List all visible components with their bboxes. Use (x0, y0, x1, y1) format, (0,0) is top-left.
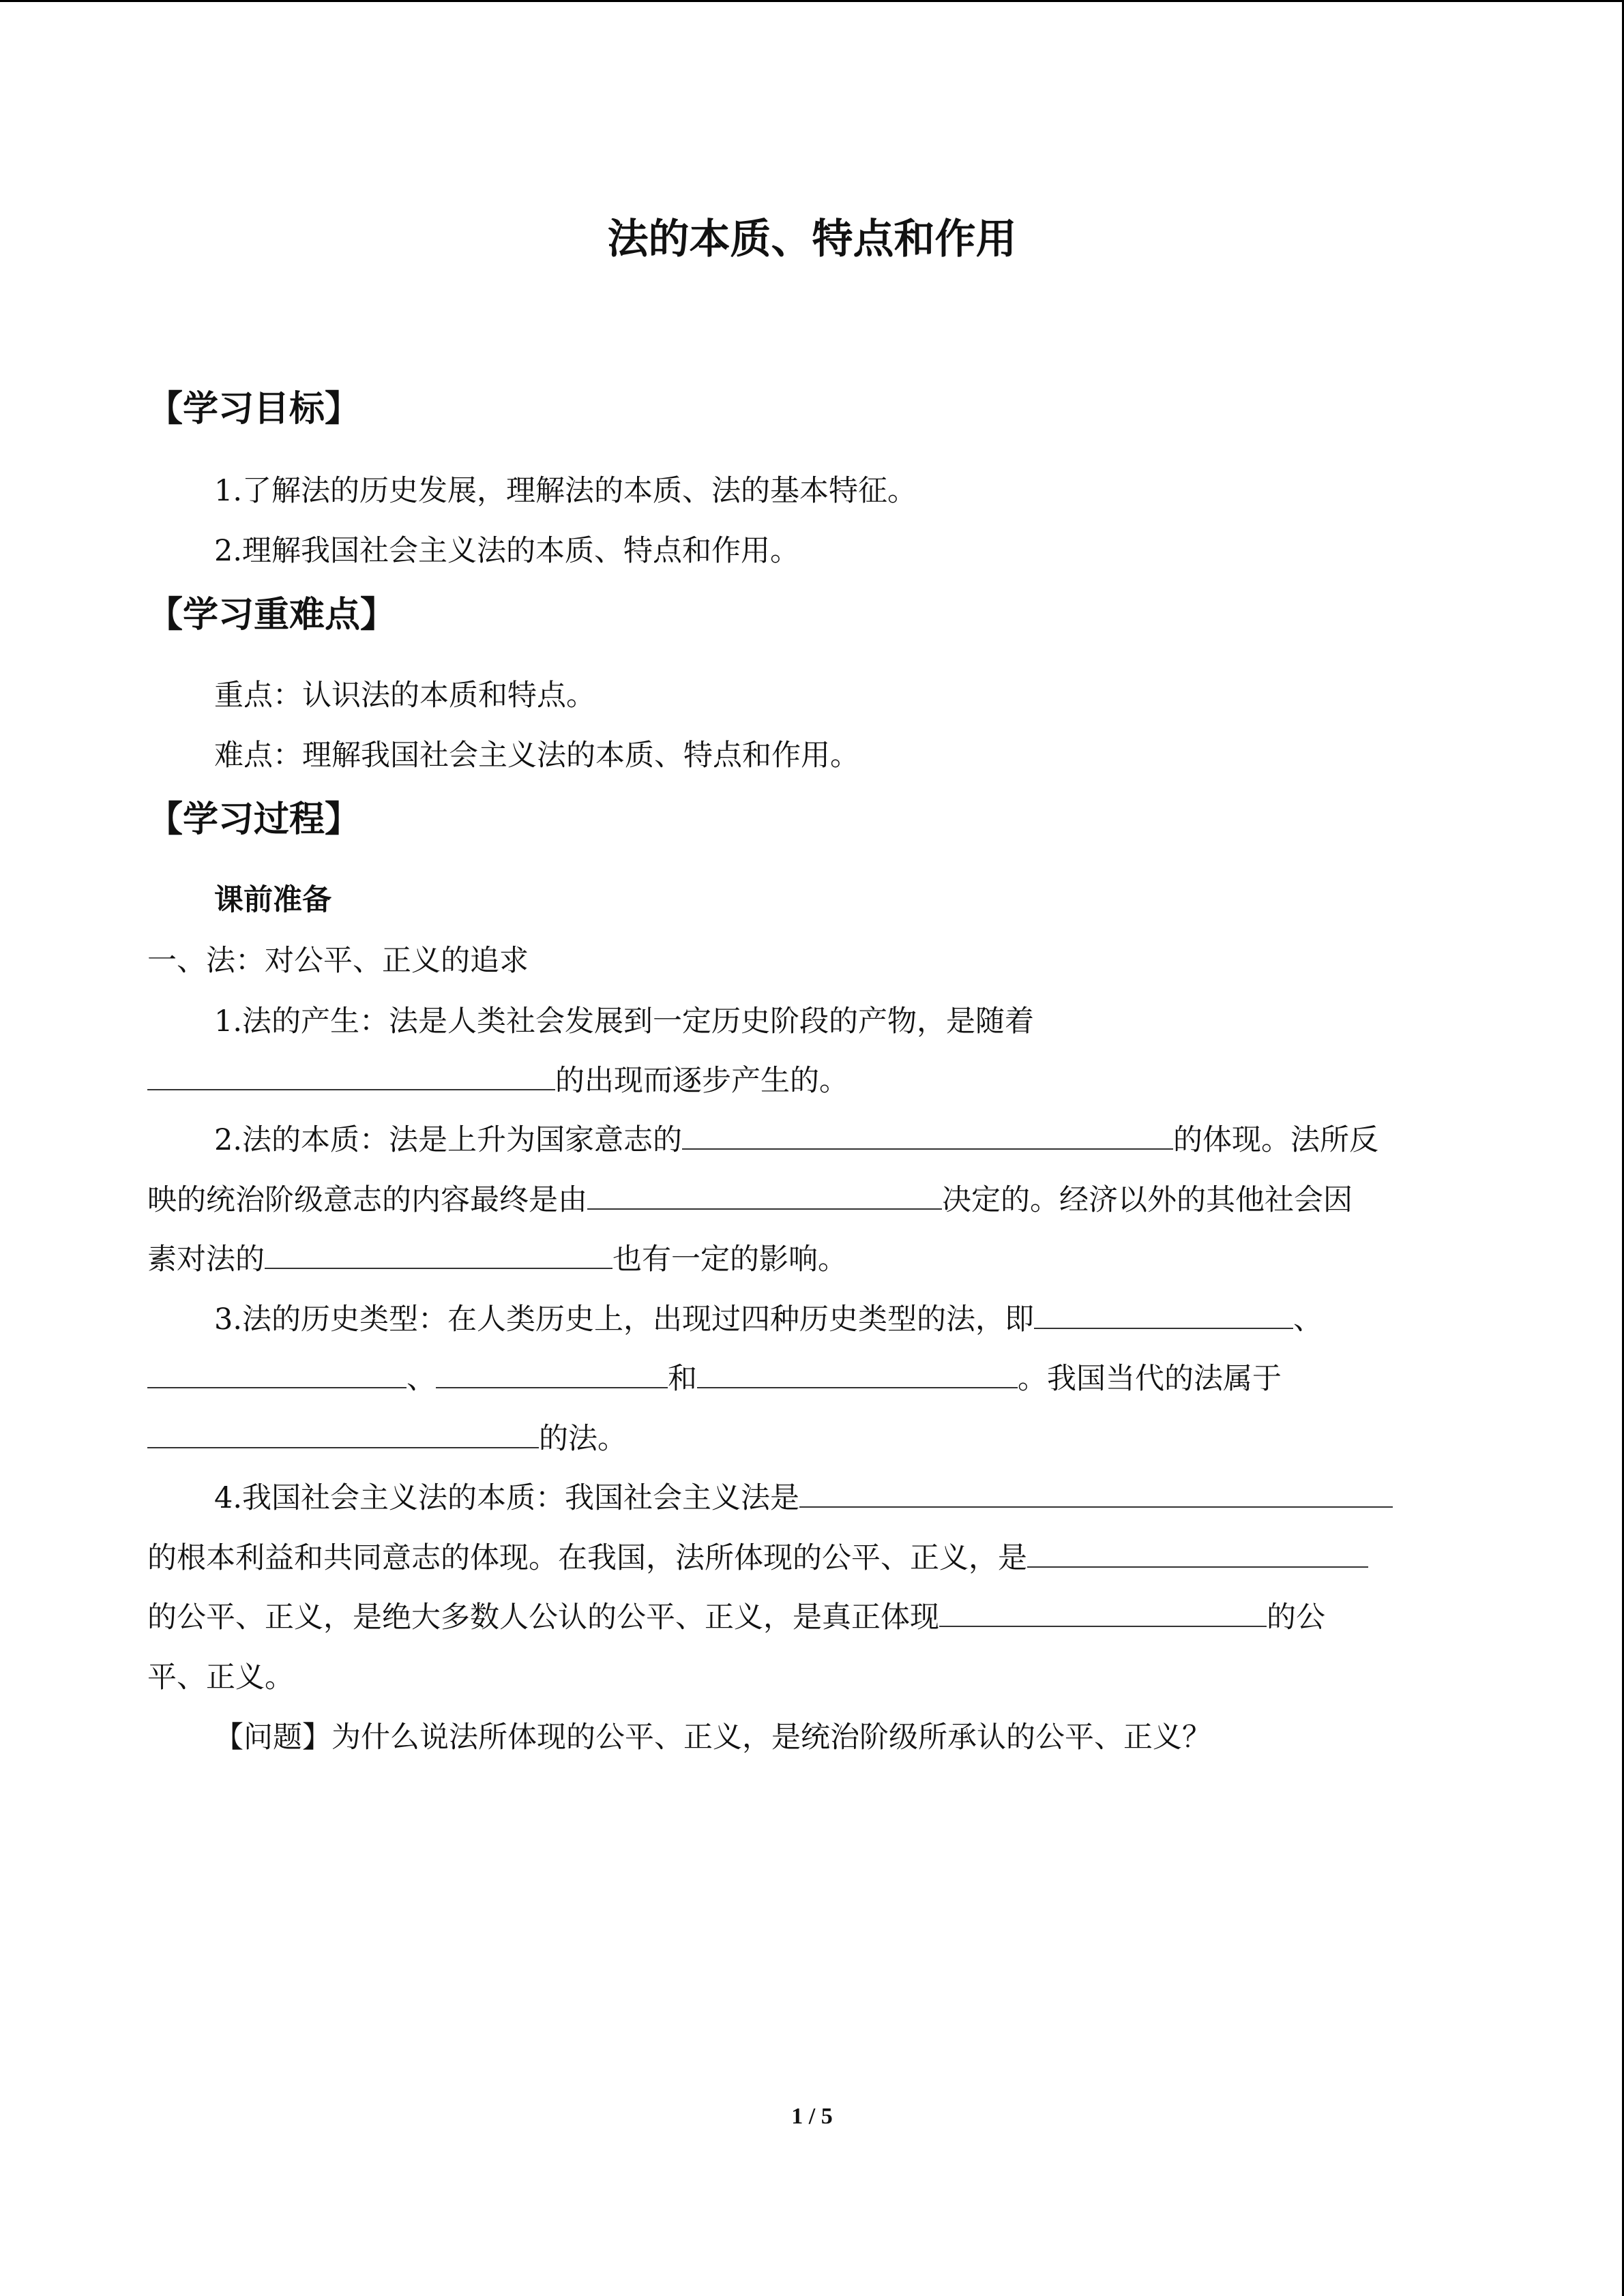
page-number: 1 / 5 (791, 2104, 833, 2129)
item3-line-c (147, 1417, 1477, 1461)
item2-text-c: 映的统治阶级意志的内容最终是由 (147, 1183, 587, 1217)
item3-line-b (147, 1357, 1477, 1401)
fill-blank[interactable] (265, 1240, 612, 1269)
item4-text-d: 的公 (1267, 1600, 1325, 1635)
item3-text-c: 的法。 (539, 1422, 627, 1456)
item2-line-a (214, 1118, 1544, 1162)
goal-item-1: 1.了解法的历史发展，理解法的本质、法的基本特征。 (214, 474, 917, 508)
item3-line-a (214, 1298, 1544, 1341)
section-heading-goals: 【学习目标】 (147, 389, 361, 430)
item2-line-b (147, 1178, 1477, 1222)
goal-item-2: 2.理解我国社会主义法的本质、特点和作用。 (214, 534, 800, 568)
key-point-important: 重点：认识法的本质和特点。 (214, 679, 595, 713)
item2-text-e: 素对法的 (147, 1242, 265, 1277)
section-heading-key-points: 【学习重难点】 (147, 595, 396, 636)
item4-line-a (214, 1476, 1544, 1520)
item2-line-c (147, 1238, 1477, 1281)
part1-heading: 一、法：对公平、正义的追求 (147, 944, 529, 978)
item4-text-c: 的公平、正义，是绝大多数人公认的公平、正义，是真正体现 (147, 1600, 939, 1635)
fill-blank[interactable] (147, 1360, 407, 1388)
item4-line-b (147, 1536, 1477, 1580)
fill-blank[interactable] (697, 1360, 1018, 1388)
item2-text-d: 决定的。经济以外的其他社会因 (942, 1183, 1353, 1217)
fill-blank[interactable] (1027, 1539, 1368, 1568)
item3-text-a: 3.法的历史类型：在人类历史上，出现过四种历史类型的法，即 (214, 1302, 1035, 1337)
item3-and: 和 (668, 1362, 697, 1396)
item3-separator: 、 (1293, 1302, 1323, 1337)
fill-blank[interactable] (147, 1062, 555, 1090)
item2-text-a: 2.法的本质：法是上升为国家意志的 (214, 1123, 683, 1157)
fill-blank[interactable] (682, 1121, 1173, 1150)
key-point-difficult: 难点：理解我国社会主义法的本质、特点和作用。 (214, 739, 859, 773)
item4-line-d (147, 1656, 1477, 1699)
fill-blank[interactable] (147, 1420, 539, 1448)
item1-text-b: 的出现而逐步产生的。 (555, 1064, 848, 1098)
item1-text-a: 1.法的产生：法是人类社会发展到一定历史阶段的产物，是随着 (214, 1004, 1035, 1039)
item1-line-b (147, 1059, 1477, 1103)
item4-text-a: 4.我国社会主义法的本质：我国社会主义法是 (214, 1481, 800, 1515)
fill-blank[interactable] (587, 1181, 942, 1210)
document-title: 法的本质、特点和作用 (607, 215, 1017, 263)
question: 【问题】为什么说法所体现的公平、正义，是统治阶级所承认的公平、正义？ (214, 1720, 1211, 1755)
item4-text-b: 的根本利益和共同意志的体现。在我国，法所体现的公平、正义，是 (147, 1541, 1027, 1575)
fill-blank[interactable] (1034, 1300, 1293, 1329)
item3-separator: 、 (407, 1362, 436, 1396)
item4-line-c (147, 1596, 1477, 1639)
fill-blank[interactable] (436, 1360, 668, 1388)
page-border-top (0, 0, 1624, 2)
item1-line-a (214, 1000, 1544, 1043)
fill-blank[interactable] (799, 1479, 1393, 1508)
section-heading-process: 【学习过程】 (147, 799, 361, 840)
prep-heading: 课前准备 (214, 883, 331, 917)
item2-text-b: 的体现。法所反 (1173, 1123, 1379, 1157)
item3-text-b: 。我国当代的法属于 (1018, 1362, 1282, 1396)
item4-text-e: 平、正义。 (147, 1660, 294, 1695)
fill-blank[interactable] (939, 1598, 1267, 1627)
item2-text-f: 也有一定的影响。 (612, 1242, 847, 1277)
